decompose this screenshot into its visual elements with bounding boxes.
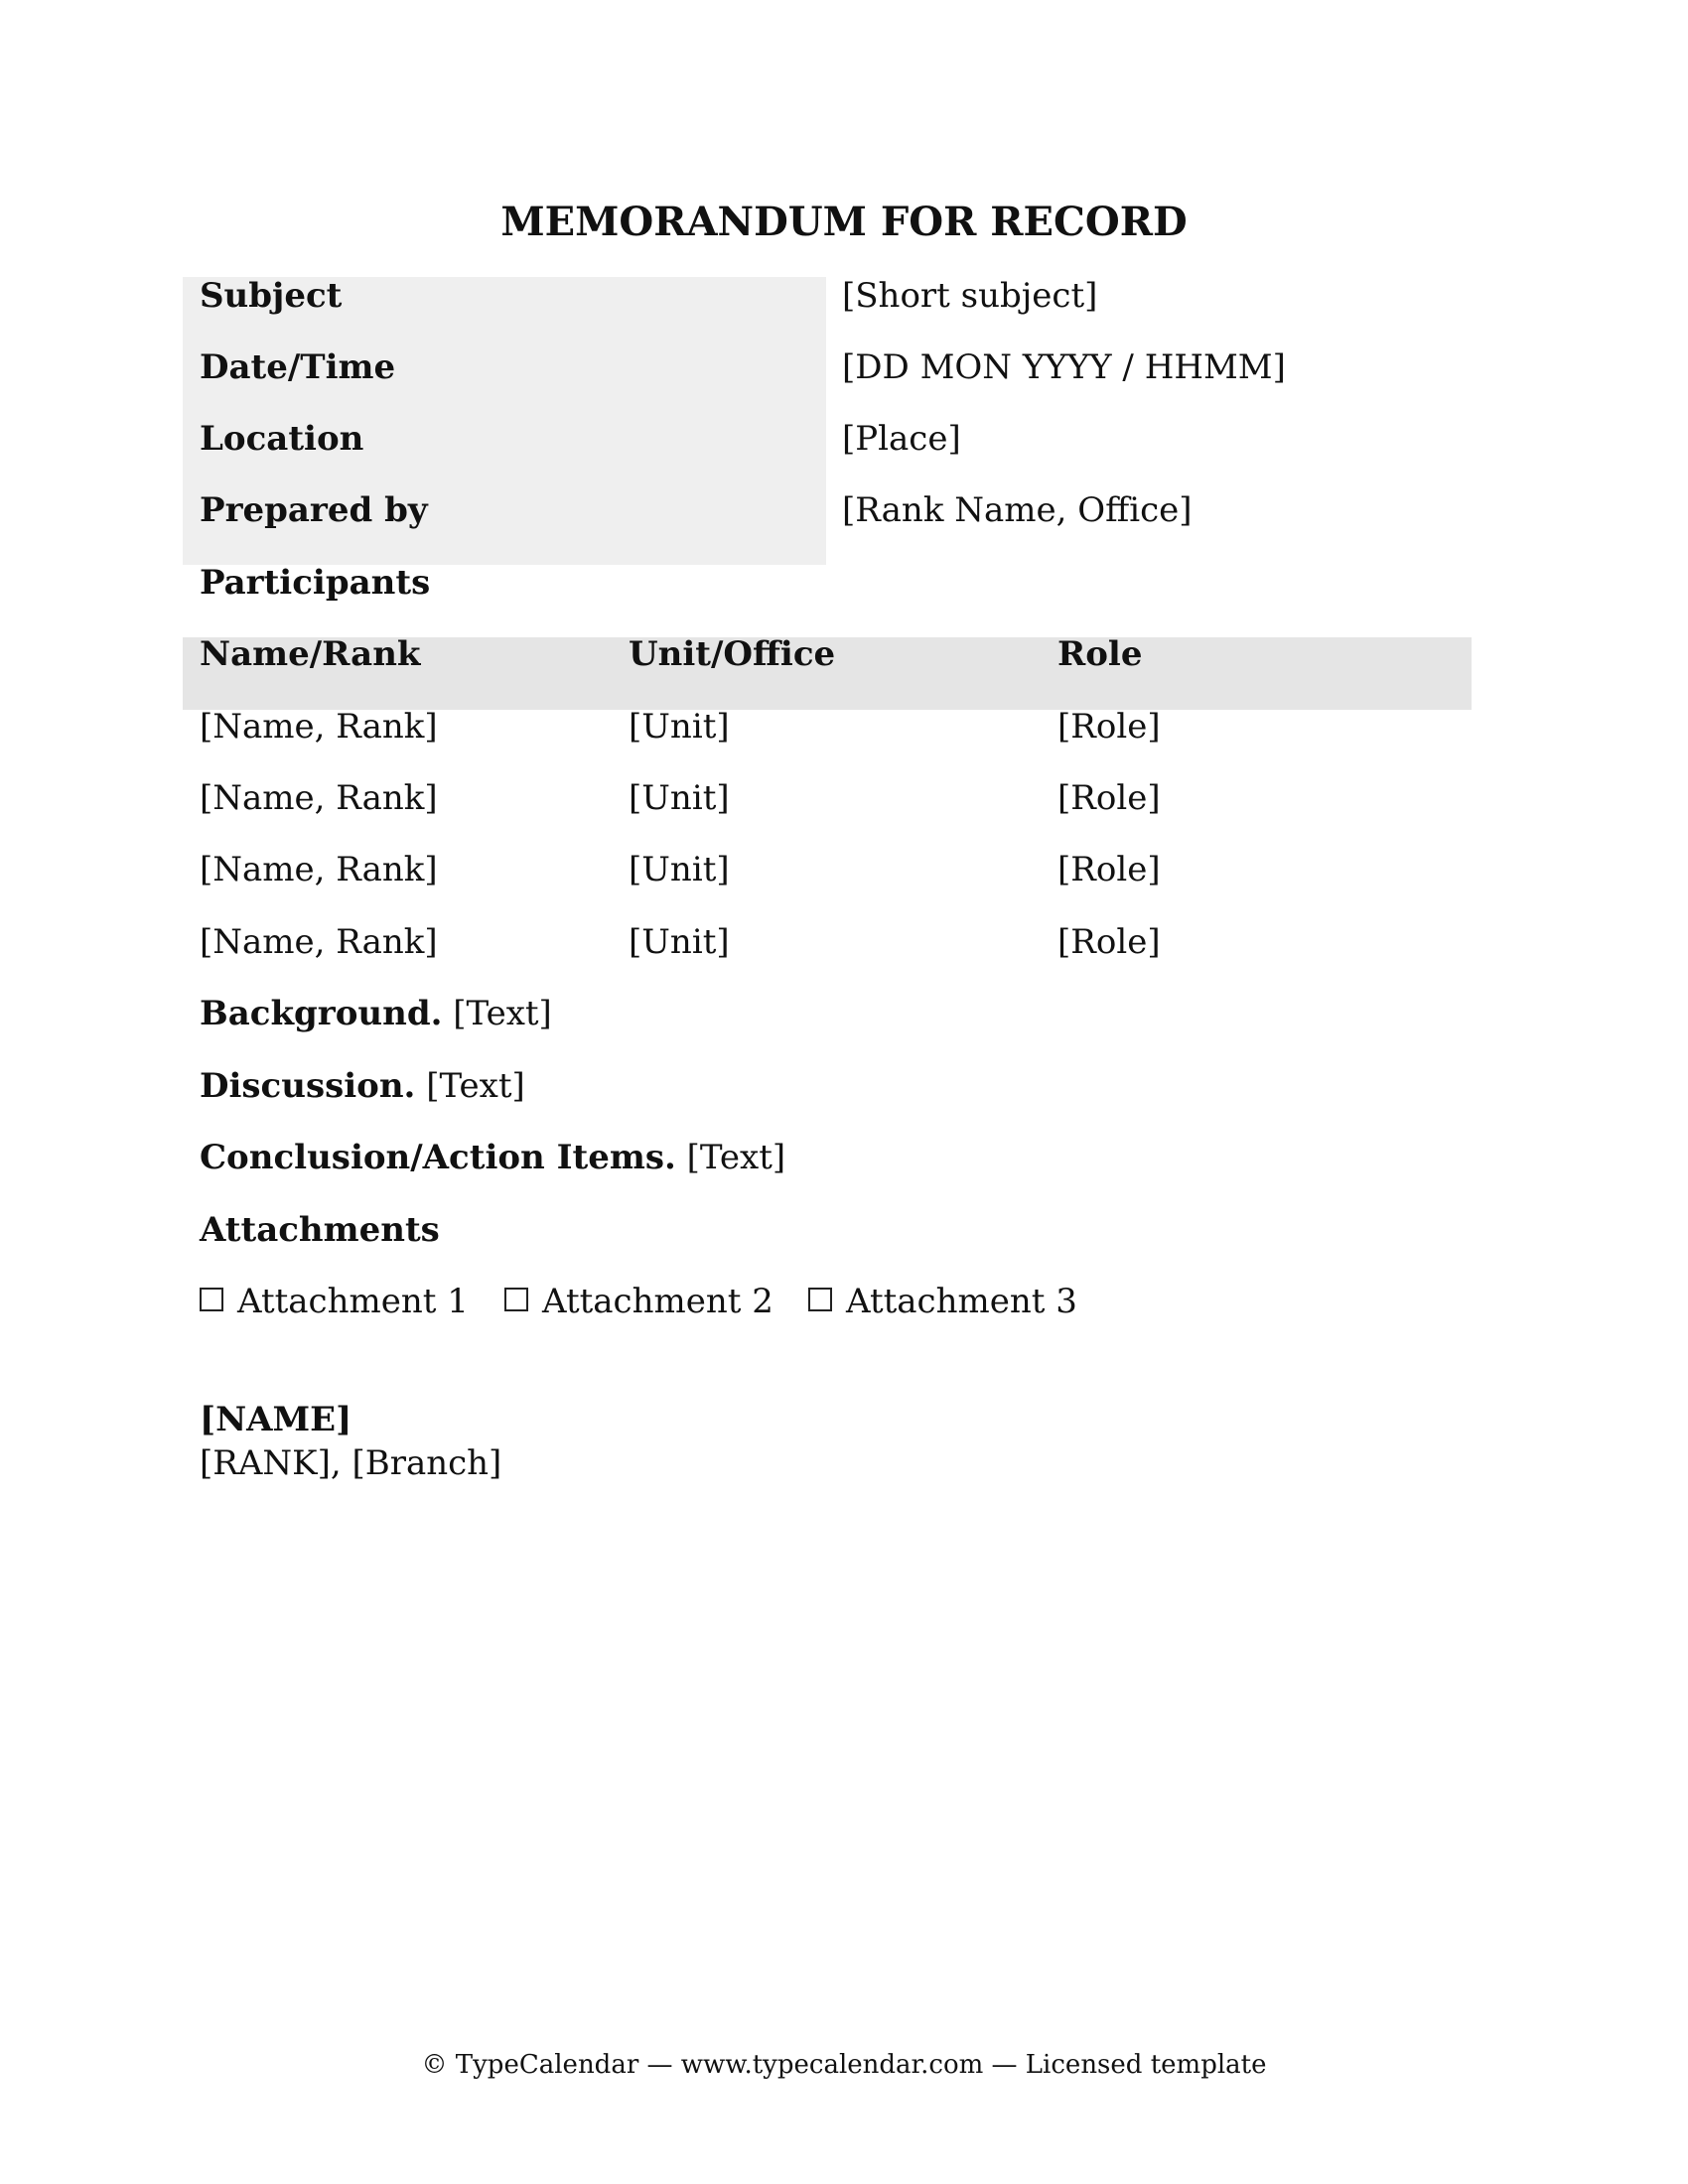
participant-name-rank: [Name, Rank] bbox=[200, 922, 438, 962]
location-label: Location bbox=[200, 419, 364, 459]
participant-role: [Role] bbox=[1057, 707, 1161, 747]
participant-unit: [Unit] bbox=[629, 850, 730, 889]
column-header-name-rank: Name/Rank bbox=[200, 634, 421, 674]
subject-label: Subject bbox=[200, 276, 343, 316]
checkbox-icon[interactable] bbox=[504, 1288, 528, 1311]
participant-role: [Role] bbox=[1057, 850, 1161, 889]
attachment-label: Attachment 3 bbox=[846, 1282, 1077, 1321]
column-header-unit-office: Unit/Office bbox=[629, 634, 836, 674]
datetime-value: [DD MON YYYY / HHMM] bbox=[842, 347, 1286, 387]
conclusion-label: Conclusion/Action Items. bbox=[200, 1138, 676, 1177]
discussion-label: Discussion. bbox=[200, 1066, 416, 1106]
footer-license: © TypeCalendar — www.typecalendar.com — Licensed template bbox=[421, 2050, 1267, 2080]
attachments-heading: Attachments bbox=[200, 1210, 440, 1250]
subject-value: [Short subject] bbox=[842, 276, 1098, 316]
background-label: Background. bbox=[200, 994, 443, 1033]
page-title: MEMORANDUM FOR RECORD bbox=[500, 199, 1188, 245]
participant-name-rank: [Name, Rank] bbox=[200, 850, 438, 889]
participant-name-rank: [Name, Rank] bbox=[200, 707, 438, 747]
attachment-label: Attachment 2 bbox=[542, 1282, 774, 1321]
datetime-label: Date/Time bbox=[200, 347, 396, 387]
conclusion-text: [Text] bbox=[686, 1138, 786, 1177]
checkbox-icon[interactable] bbox=[808, 1288, 832, 1311]
participant-name-rank: [Name, Rank] bbox=[200, 778, 438, 818]
checkbox-icon[interactable] bbox=[200, 1288, 223, 1311]
background-section bbox=[200, 978, 552, 1049]
background-text: [Text] bbox=[453, 994, 552, 1033]
participant-role: [Role] bbox=[1057, 778, 1161, 818]
attachment-3[interactable] bbox=[808, 1266, 1077, 1337]
attachment-2[interactable] bbox=[504, 1266, 774, 1337]
attachment-1[interactable] bbox=[200, 1266, 469, 1337]
participants-heading: Participants bbox=[200, 563, 431, 603]
signature-name: [NAME] bbox=[200, 1400, 352, 1439]
column-header-role: Role bbox=[1057, 634, 1143, 674]
participant-unit: [Unit] bbox=[629, 707, 730, 747]
conclusion-section bbox=[200, 1122, 785, 1193]
attachment-label: Attachment 1 bbox=[237, 1282, 469, 1321]
signature-rank-branch: [RANK], [Branch] bbox=[200, 1443, 502, 1483]
prepared-by-label: Prepared by bbox=[200, 490, 428, 530]
participant-unit: [Unit] bbox=[629, 922, 730, 962]
discussion-section bbox=[200, 1050, 525, 1122]
location-value: [Place] bbox=[842, 419, 961, 459]
discussion-text: [Text] bbox=[426, 1066, 525, 1106]
prepared-by-value: [Rank Name, Office] bbox=[842, 490, 1193, 530]
participant-unit: [Unit] bbox=[629, 778, 730, 818]
participant-role: [Role] bbox=[1057, 922, 1161, 962]
